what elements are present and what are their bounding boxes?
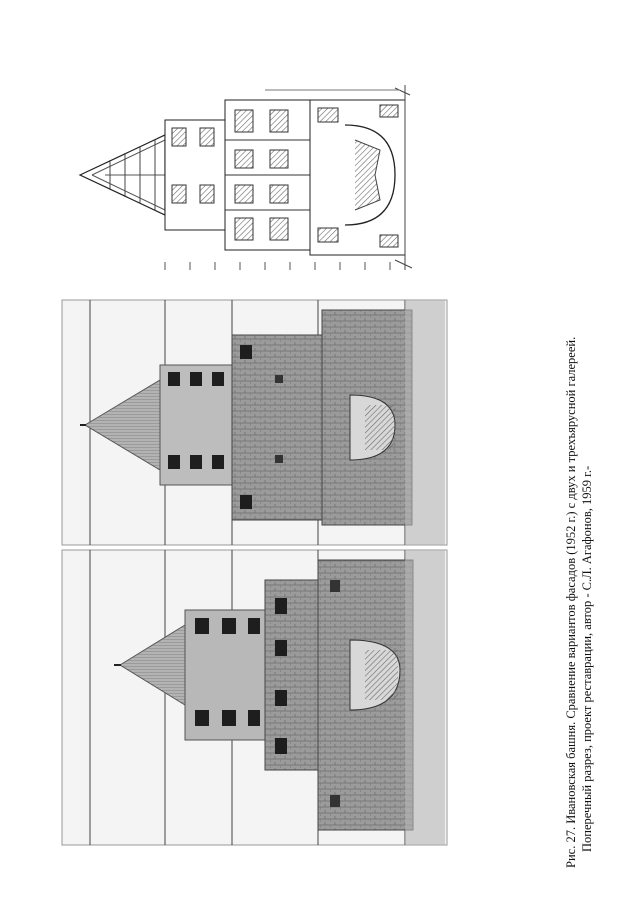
caption-line-2: Поперечный разрез, проект реставрации, автор - С.Л. Агафонов, 1959 г.- [580, 465, 594, 852]
section-drawing [80, 85, 412, 270]
figure-caption [563, 248, 595, 868]
facade-three-tier [62, 300, 447, 545]
facade-two-tier [62, 550, 447, 845]
caption-line-1: Рис. 27. Ивановская башня. Сравнение вариантов фасадов (1952 г.) с двух и трехъярусной галереей. [564, 336, 578, 868]
